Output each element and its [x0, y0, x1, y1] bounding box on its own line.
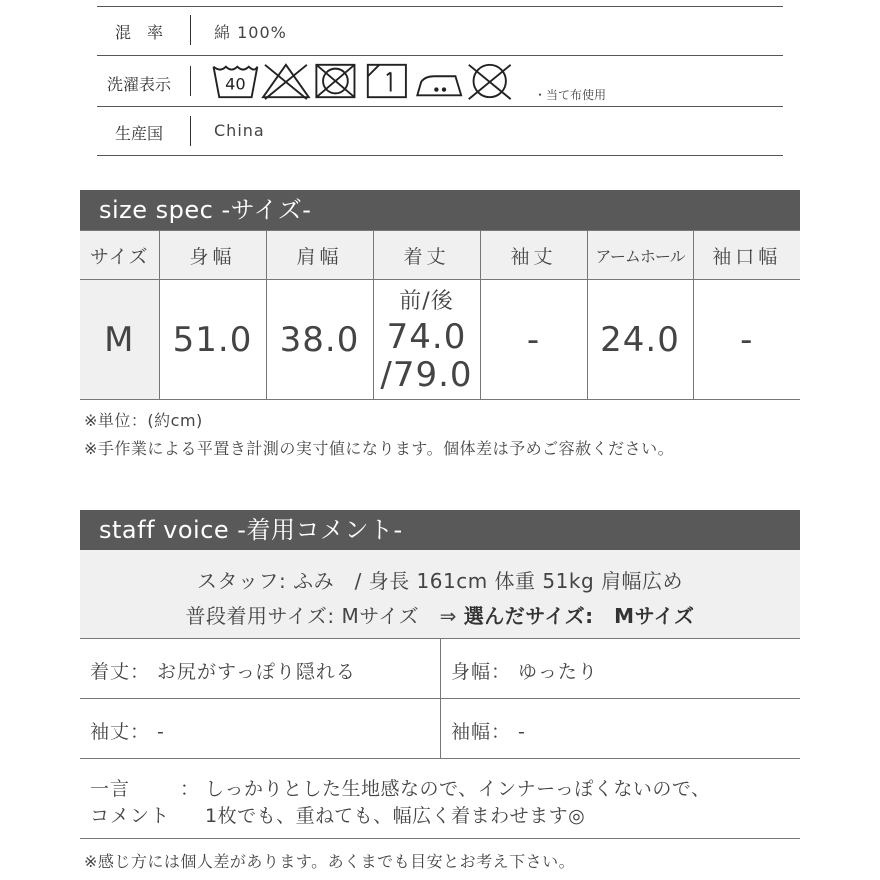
- measure-note: ※手作業による平置き計測の実寸値になります。個体差は予めご容赦ください。: [84, 439, 675, 458]
- size-table-header-row: [80, 231, 800, 280]
- divider: [97, 6, 783, 7]
- staff-voice-header: staff voice -着用コメント-: [80, 510, 800, 550]
- comment-line-2: 1枚でも、重ねても、幅広く着まわせます◎: [205, 805, 586, 827]
- no-dry-clean-icon: [469, 65, 511, 99]
- no-tumble-dry-icon: [316, 65, 354, 97]
- body-comment: 身幅： ゆったり: [451, 661, 598, 683]
- table-row: [80, 280, 800, 400]
- care-label: 洗濯表示: [106, 75, 171, 94]
- no-bleach-icon: [263, 65, 309, 99]
- staff-profile: [80, 550, 800, 638]
- armhole-value: 24.0: [587, 280, 693, 400]
- divider: [190, 66, 191, 96]
- usual-size: 普段着用サイズ: Mサイズ ⇒: [185, 604, 457, 628]
- material-label: 混 率: [114, 23, 163, 42]
- staff-size-line: [80, 600, 800, 629]
- divider: [190, 116, 191, 146]
- svg-text:40: 40: [225, 74, 246, 94]
- comment-line-1: しっかりとした生地感なので、インナーっぽくないので、: [205, 778, 711, 800]
- cuff-width-value: -: [693, 280, 800, 400]
- sleeve-comment: 袖丈： -: [90, 721, 165, 743]
- divider: [97, 106, 783, 107]
- divider: [80, 838, 800, 839]
- header-body-width: 身幅: [159, 231, 266, 280]
- size-value: M: [80, 280, 159, 400]
- divider: [97, 155, 783, 156]
- chosen-size: 選んだサイズ: Mサイズ: [463, 604, 695, 628]
- sleeve-length-value: -: [480, 280, 587, 400]
- length-front-value: 74.0: [386, 316, 467, 357]
- header-shoulder-width: 肩幅: [266, 231, 373, 280]
- divider: [80, 758, 800, 759]
- divider: [97, 55, 783, 56]
- comment-label-1: 一言: [90, 778, 131, 800]
- divider: [80, 698, 800, 699]
- body-width-value: 51.0: [159, 280, 266, 400]
- header-size: サイズ: [80, 231, 159, 280]
- line-dry-shade-icon: [368, 65, 406, 97]
- header-length: 着丈: [373, 231, 480, 280]
- shoulder-width-value: 38.0: [266, 280, 373, 400]
- length-comment: 着丈： お尻がすっぽり隠れる: [90, 661, 356, 683]
- care-symbols: [204, 61, 524, 101]
- size-table: [80, 230, 800, 400]
- comment-colon: ：: [180, 778, 201, 800]
- wash-40-icon: [214, 67, 258, 97]
- length-back-value: /79.0: [380, 354, 473, 395]
- header-cuff-width: 袖口幅: [693, 231, 800, 280]
- divider: [190, 15, 191, 45]
- disclaimer: ※感じ方には個人差があります。あくまでも目安とお考え下さい。: [84, 852, 576, 871]
- size-spec-header: size spec -サイズ-: [80, 190, 800, 230]
- material-value: 綿 100%: [214, 23, 287, 42]
- staff-profile-text: スタッフ: ふみ / 身長 161cm 体重 51kg 肩幅広め: [197, 569, 683, 593]
- care-note: ・当て布使用: [534, 88, 607, 102]
- header-armhole: アームホール: [587, 231, 693, 280]
- comment-label-2: コメント: [90, 805, 171, 827]
- length-label: 前/後: [399, 288, 454, 314]
- header-sleeve-length: 袖丈: [480, 231, 587, 280]
- length-cell: [373, 280, 480, 400]
- cuff-comment: 袖幅： -: [451, 721, 526, 743]
- iron-medium-icon: [417, 76, 461, 95]
- origin-value: China: [214, 121, 265, 140]
- unit-note: ※単位：(約cm): [84, 411, 203, 430]
- origin-label: 生産国: [114, 124, 163, 143]
